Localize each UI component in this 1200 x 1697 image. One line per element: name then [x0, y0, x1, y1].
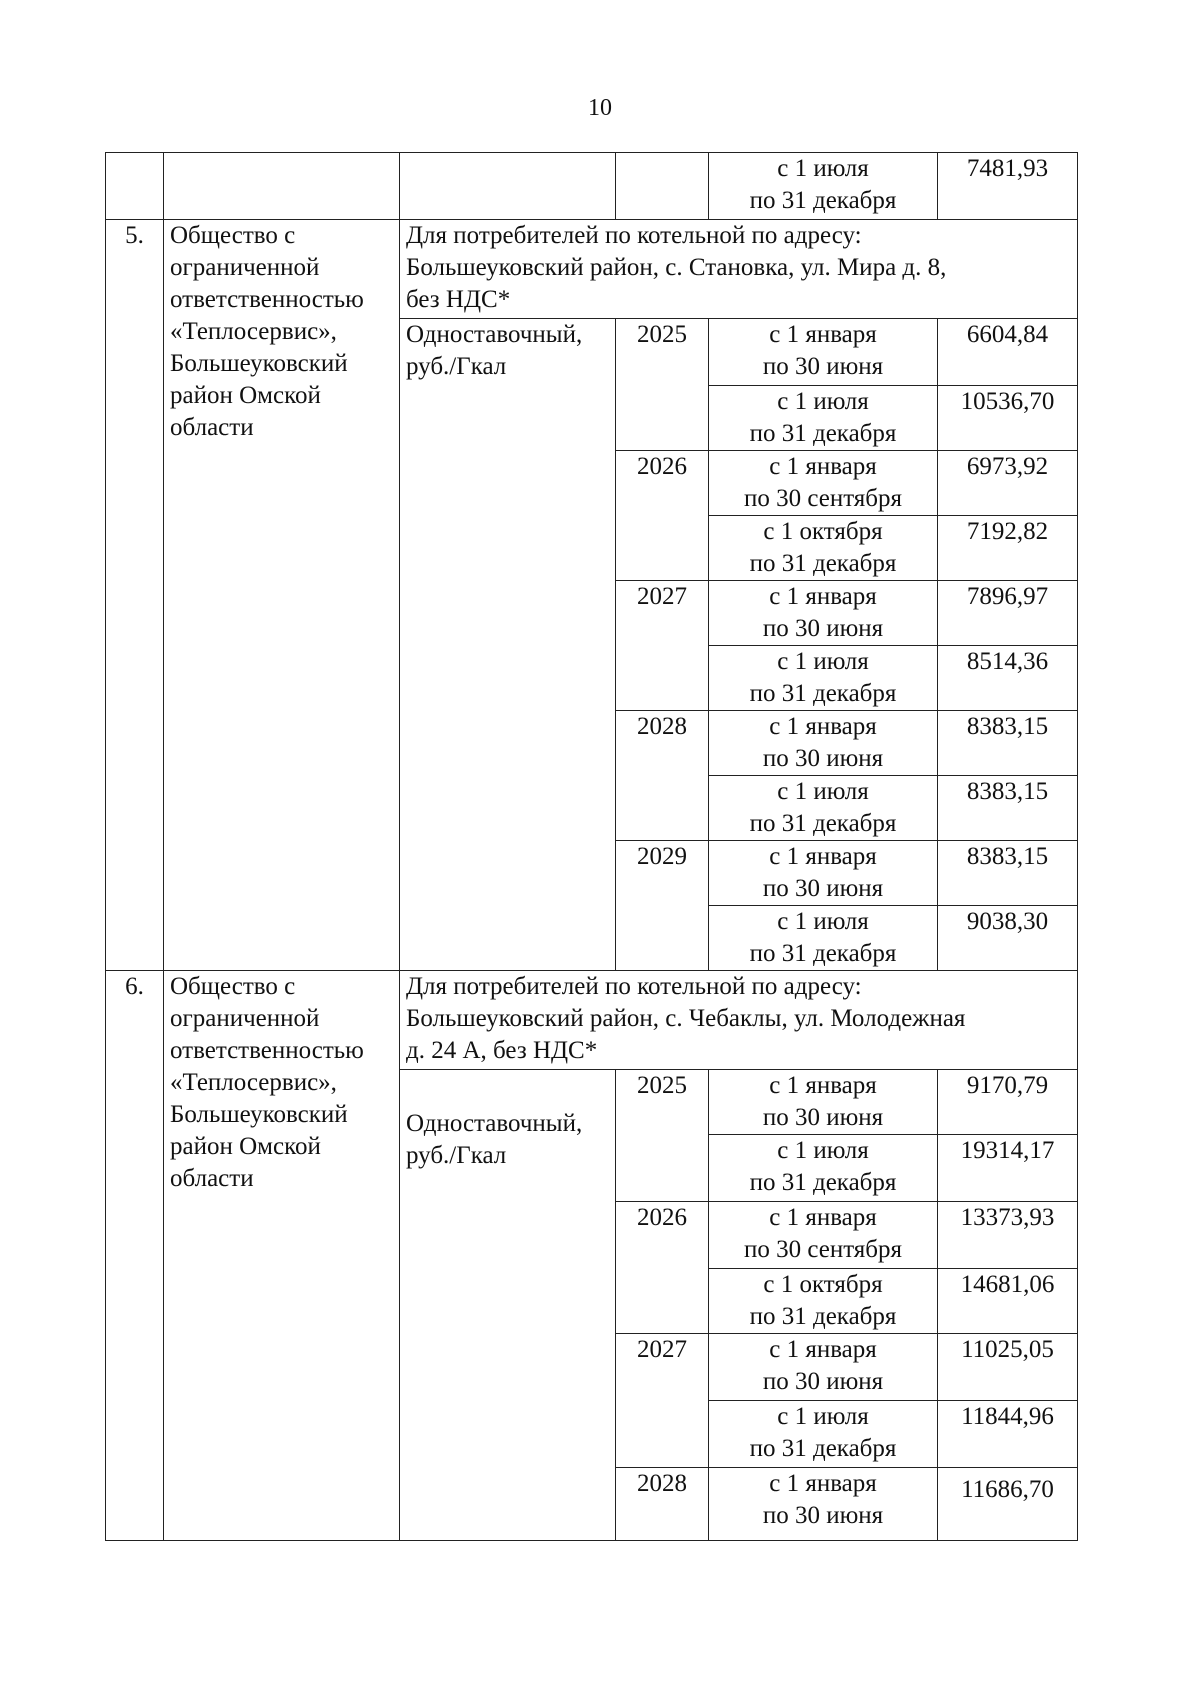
value-cell: 6604,84 [938, 319, 1078, 386]
period-cell: с 1 января по 30 июня [709, 1468, 938, 1541]
year-cell: 2027 [616, 1334, 709, 1468]
value-cell: 8383,15 [938, 776, 1078, 841]
year-cell: 2027 [616, 581, 709, 711]
value-cell: 13373,93 [938, 1202, 1078, 1269]
period-cell: с 1 июля по 31 декабря [709, 646, 938, 711]
year-cell: 2025 [616, 1070, 709, 1202]
type-cell [400, 153, 616, 220]
period-cell: с 1 октября по 31 декабря [709, 516, 938, 581]
value-cell: 7896,97 [938, 581, 1078, 646]
period-cell: с 1 января по 30 июня [709, 711, 938, 776]
year-cell: 2028 [616, 1468, 709, 1541]
value-cell: 19314,17 [938, 1135, 1078, 1202]
period-cell: с 1 июля по 31 декабря [709, 1135, 938, 1202]
organization-name: Общество с ограниченной ответственностью «Теплосервис», Большеуковский район Омской области [164, 971, 400, 1541]
year-cell: 2026 [616, 451, 709, 581]
tariff-type: Одноставочный, руб./Гкал [400, 319, 616, 971]
value-cell: 11686,70 [938, 1468, 1078, 1541]
period-cell: с 1 июля по 31 декабря [709, 776, 938, 841]
table-row-carryover [106, 153, 1078, 220]
value-cell: 14681,06 [938, 1269, 1078, 1334]
period-cell: с 1 января по 30 июня [709, 1334, 938, 1401]
period-cell: с 1 июля по 31 декабря [709, 153, 938, 220]
period-cell: с 1 января по 30 июня [709, 841, 938, 906]
value-cell: 7481,93 [938, 153, 1078, 220]
period-cell: с 1 июля по 31 декабря [709, 1401, 938, 1468]
value-cell: 10536,70 [938, 386, 1078, 451]
period-cell: с 1 января по 30 июня [709, 1070, 938, 1135]
value-cell: 9170,79 [938, 1070, 1078, 1135]
page-number: 10 [588, 95, 612, 121]
value-cell: 7192,82 [938, 516, 1078, 581]
value-cell: 6973,92 [938, 451, 1078, 516]
entry-number: 5. [106, 220, 164, 971]
year-cell: 2025 [616, 319, 709, 451]
year-cell: 2028 [616, 711, 709, 841]
period-cell: с 1 октября по 31 декабря [709, 1269, 938, 1334]
year-cell [616, 153, 709, 220]
value-cell: 8514,36 [938, 646, 1078, 711]
tariff-type: Одноставочный, руб./Гкал [400, 1070, 616, 1541]
consumer-description: Для потребителей по котельной по адресу: Большеуковский район, с. Становка, ул. Мира д. 8, без НДС* [400, 220, 1078, 319]
period-cell: с 1 июля по 31 декабря [709, 386, 938, 451]
period-cell: с 1 января по 30 июня [709, 319, 938, 386]
period-cell: с 1 января по 30 сентября [709, 451, 938, 516]
period-cell: с 1 января по 30 июня [709, 581, 938, 646]
year-cell: 2029 [616, 841, 709, 971]
value-cell: 11025,05 [938, 1334, 1078, 1401]
period-cell: с 1 июля по 31 декабря [709, 906, 938, 971]
table-row-entry-6-header [106, 971, 1078, 1070]
organization-name: Общество с ограниченной ответственностью «Теплосервис», Большеуковский район Омской области [164, 220, 400, 971]
table-row-entry-5-header [106, 220, 1078, 319]
tariff-table [105, 152, 1078, 1541]
value-cell: 11844,96 [938, 1401, 1078, 1468]
period-cell: с 1 января по 30 сентября [709, 1202, 938, 1269]
num-cell [106, 153, 164, 220]
org-cell [164, 153, 400, 220]
consumer-description: Для потребителей по котельной по адресу: Большеуковский район, с. Чебаклы, ул. Молодежная д. 24 А, без НДС* [400, 971, 1078, 1070]
value-cell: 8383,15 [938, 841, 1078, 906]
year-cell: 2026 [616, 1202, 709, 1334]
entry-number: 6. [106, 971, 164, 1541]
value-cell: 8383,15 [938, 711, 1078, 776]
value-cell: 9038,30 [938, 906, 1078, 971]
